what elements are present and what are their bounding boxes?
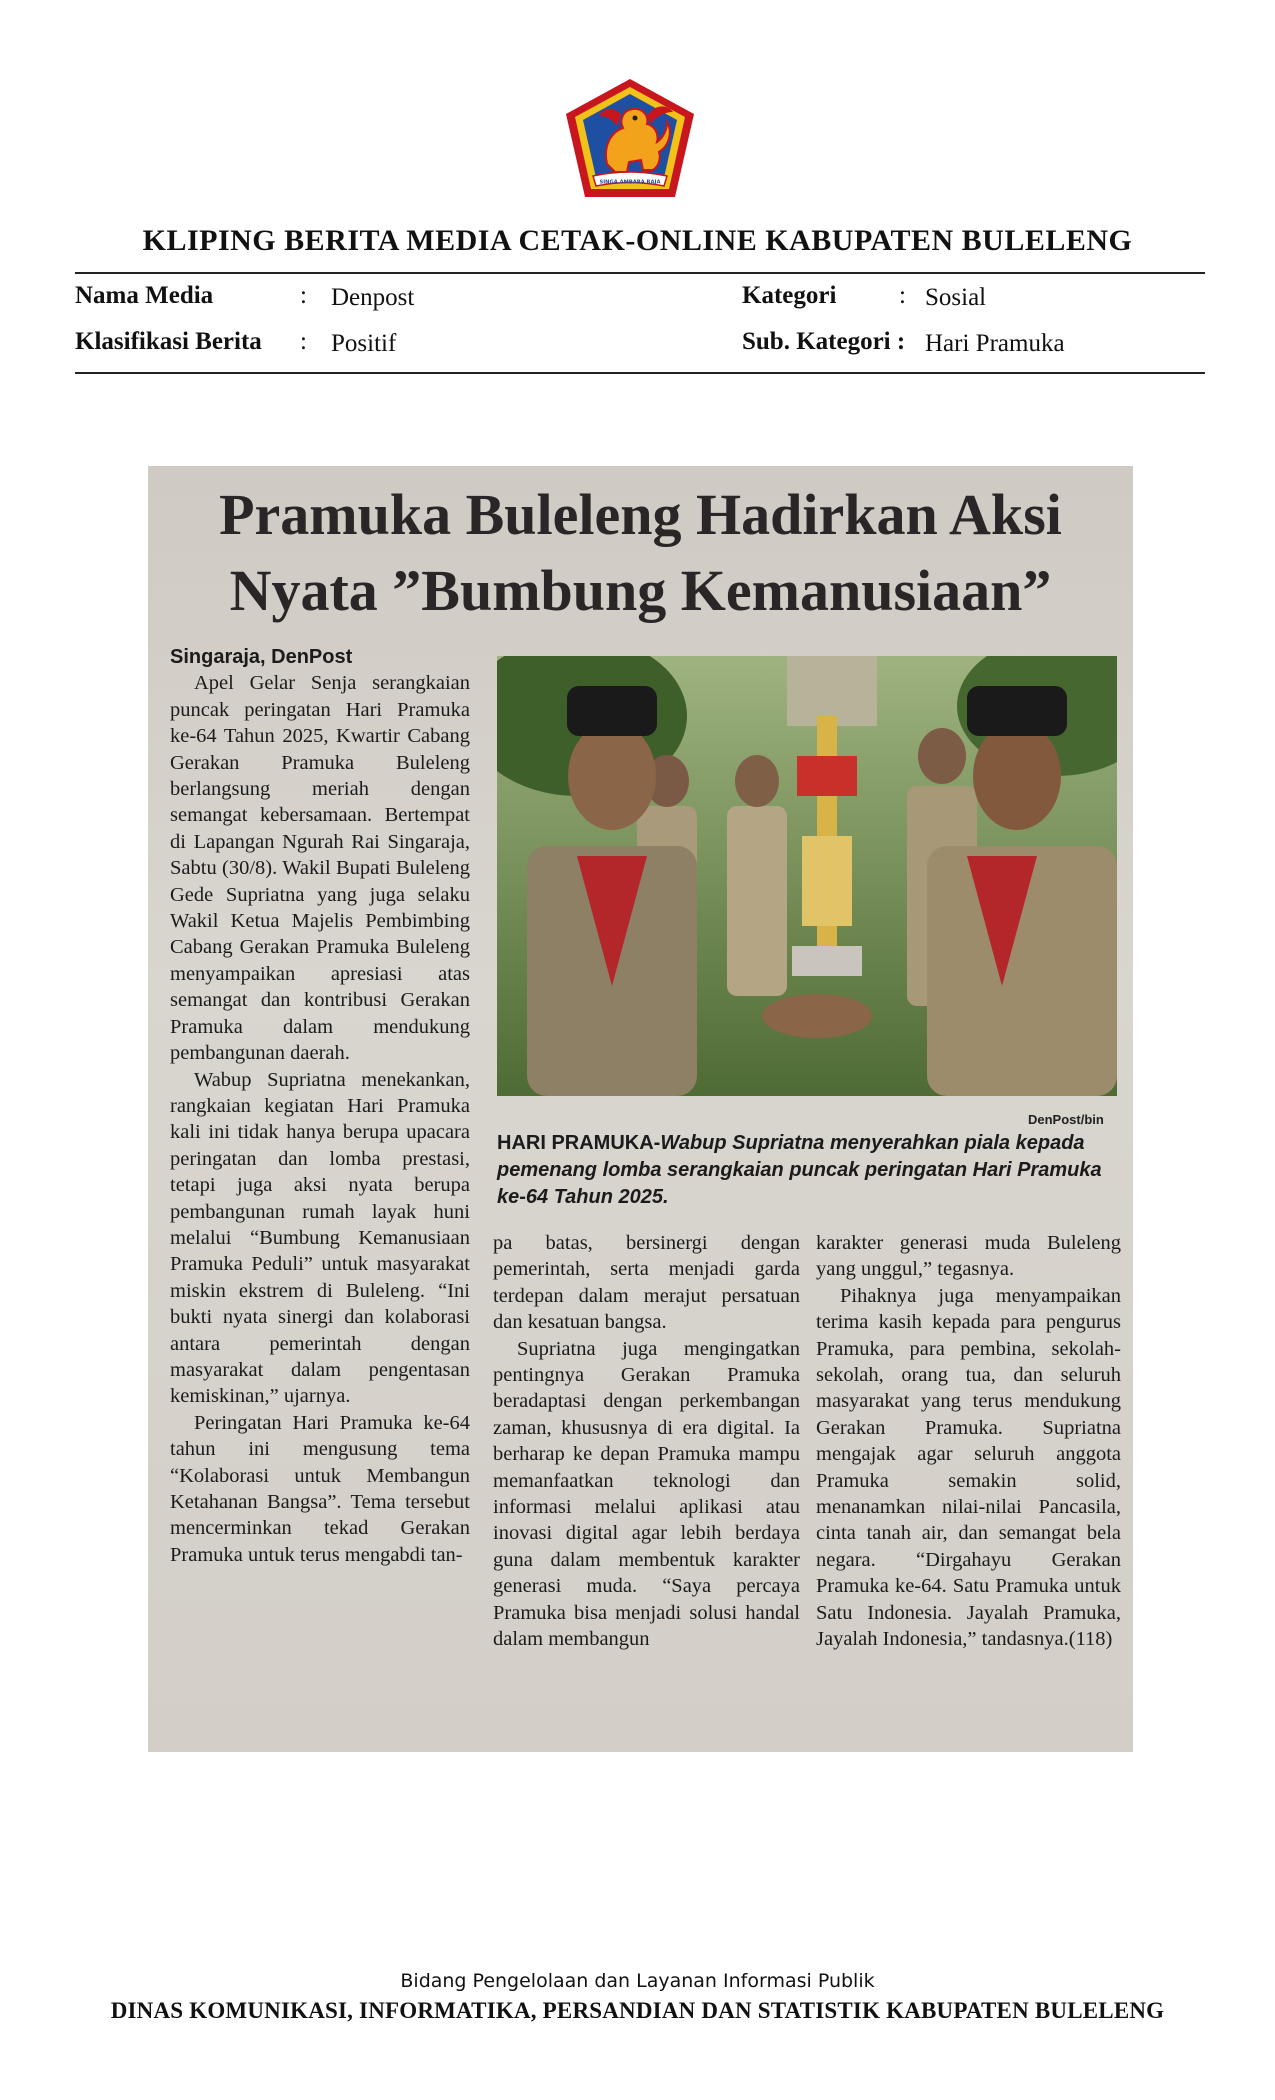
col1-paragraph-1: Apel Gelar Senja serangkaian puncak peringatan Hari Pramuka ke-64 Tahun 2025, Kwartir Cabang Gerakan Pramuka Buleleng berlangsung meriah dengan semangat kebersamaan. Bertempat di Lapangan Ngurah Rai Singaraja, Sabtu (30/8). Wakil Bupati Buleleng Gede Supriatna yang juga selaku Wakil Ketua Majelis Pembimbing Cabang Gerakan Pramuka Buleleng menyampaikan apresiasi atas semangat dan kontribusi Gerakan Pramuka dalam mendukung pembangunan daerah.	[170, 672, 470, 1065]
category-value: Sosial	[925, 284, 987, 311]
article-photo	[497, 656, 1117, 1096]
photo-caption	[497, 1130, 1117, 1211]
classification-value: Positif	[331, 330, 397, 357]
photo-credit: DenPost/bin	[1028, 1112, 1104, 1127]
article-column-1	[170, 644, 470, 1568]
media-name-value: Denpost	[331, 284, 415, 311]
subcategory-value: Hari Pramuka	[925, 330, 1065, 357]
media-name-label: Nama Media	[75, 282, 214, 309]
col3-paragraph-2: Pihaknya juga menyampaikan terima kasih kepada para pengurus Pramuka, para pembina, sekolah-sekolah, orang tua, dan seluruh masyarakat yang terus mendukung Gerakan Pramuka. Supriatna mengajak agar seluruh anggota Pramuka semakin solid, menanamkan nilai-nilai Pancasila, cinta tanah air, dan semangat bela negara. “Dirgahayu Gerakan Pramuka ke-64. Satu Pramuka untuk Satu Indonesia. Jayalah Pramuka, Jayalah Indonesia,” tandasnya.(118)	[816, 1284, 1121, 1651]
footer-division: Bidang Pengelolaan dan Layanan Informasi Publik	[400, 1970, 875, 1992]
subcategory-label: Sub. Kategori :	[742, 328, 906, 355]
col1-paragraph-2: Wabup Supriatna menekankan, rangkaian kegiatan Hari Pramuka kali ini tidak hanya berupa upacara peringatan dan lomba prestasi, tetapi juga aksi nyata berupa pembangunan rumah layak huni melalui “Bumbung Kemanusiaan Pramuka Peduli” untuk masyarakat miskin ekstrem di Buleleng. “Ini bukti nyata sinergi dan kolaborasi antara pemerintah dengan masyarakat dalam pengentasan kemiskinan,” ujarnya.	[170, 1068, 470, 1408]
header-rule-bottom	[75, 372, 1205, 374]
caption-text: Wabup Supriatna menyerahkan piala kepada pemenang lomba serangkaian puncak peringatan Hari Pramuka ke-64 Tahun 2025.	[497, 1132, 1102, 1208]
newspaper-clipping	[148, 466, 1133, 1752]
category-colon: :	[899, 282, 906, 309]
dateline: Singaraja, DenPost	[170, 646, 353, 668]
buleleng-regency-logo	[563, 76, 697, 200]
col2-paragraph-2: Supriatna juga mengingatkan pentingnya Gerakan Pramuka beradaptasi dengan perkembangan zaman, khususnya di era digital. Ia berharap ke depan Pramuka mampu memanfaatkan teknologi dan informasi melalui aplikasi atau inovasi digital agar lebih berdaya guna dalam membentuk karakter generasi muda. “Saya percaya Pramuka bisa menjadi solusi handal dalam membangun	[493, 1337, 800, 1651]
category-label: Kategori	[742, 282, 837, 309]
col3-paragraph-1: karakter generasi muda Buleleng yang unggul,” tegasnya.	[816, 1232, 1121, 1281]
col1-paragraph-3: Peringatan Hari Pramuka ke-64 tahun ini mengusung tema “Kolaborasi untuk Membangun Ketahanan Bangsa”. Tema tersebut mencerminkan tekad Gerakan Pramuka untuk terus mengabdi tan-	[170, 1411, 470, 1566]
document-title: KLIPING BERITA MEDIA CETAK-ONLINE KABUPATEN BULELENG	[142, 224, 1133, 257]
header-rule-top	[75, 272, 1205, 274]
article-column-3	[816, 1230, 1121, 1653]
classification-label: Klasifikasi Berita	[75, 328, 262, 355]
caption-lead: HARI PRAMUKA-	[497, 1132, 661, 1154]
headline-line-1: Pramuka Buleleng Hadirkan Aksi	[219, 482, 1062, 547]
headline-line-2: Nyata ”Bumbung Kemanusiaan”	[229, 558, 1052, 623]
classification-colon: :	[300, 328, 307, 355]
footer-agency: DINAS KOMUNIKASI, INFORMATIKA, PERSANDIAN DAN STATISTIK KABUPATEN BULELENG	[110, 1998, 1165, 2023]
media-name-colon: :	[300, 282, 307, 309]
col2-paragraph-1: pa batas, bersinergi dengan pemerintah, serta menjadi garda terdepan dalam merajut persatuan dan kesatuan bangsa.	[493, 1232, 800, 1334]
article-column-2	[493, 1230, 800, 1653]
logo-motto: SINGA AMBARA RAJA	[599, 179, 661, 186]
